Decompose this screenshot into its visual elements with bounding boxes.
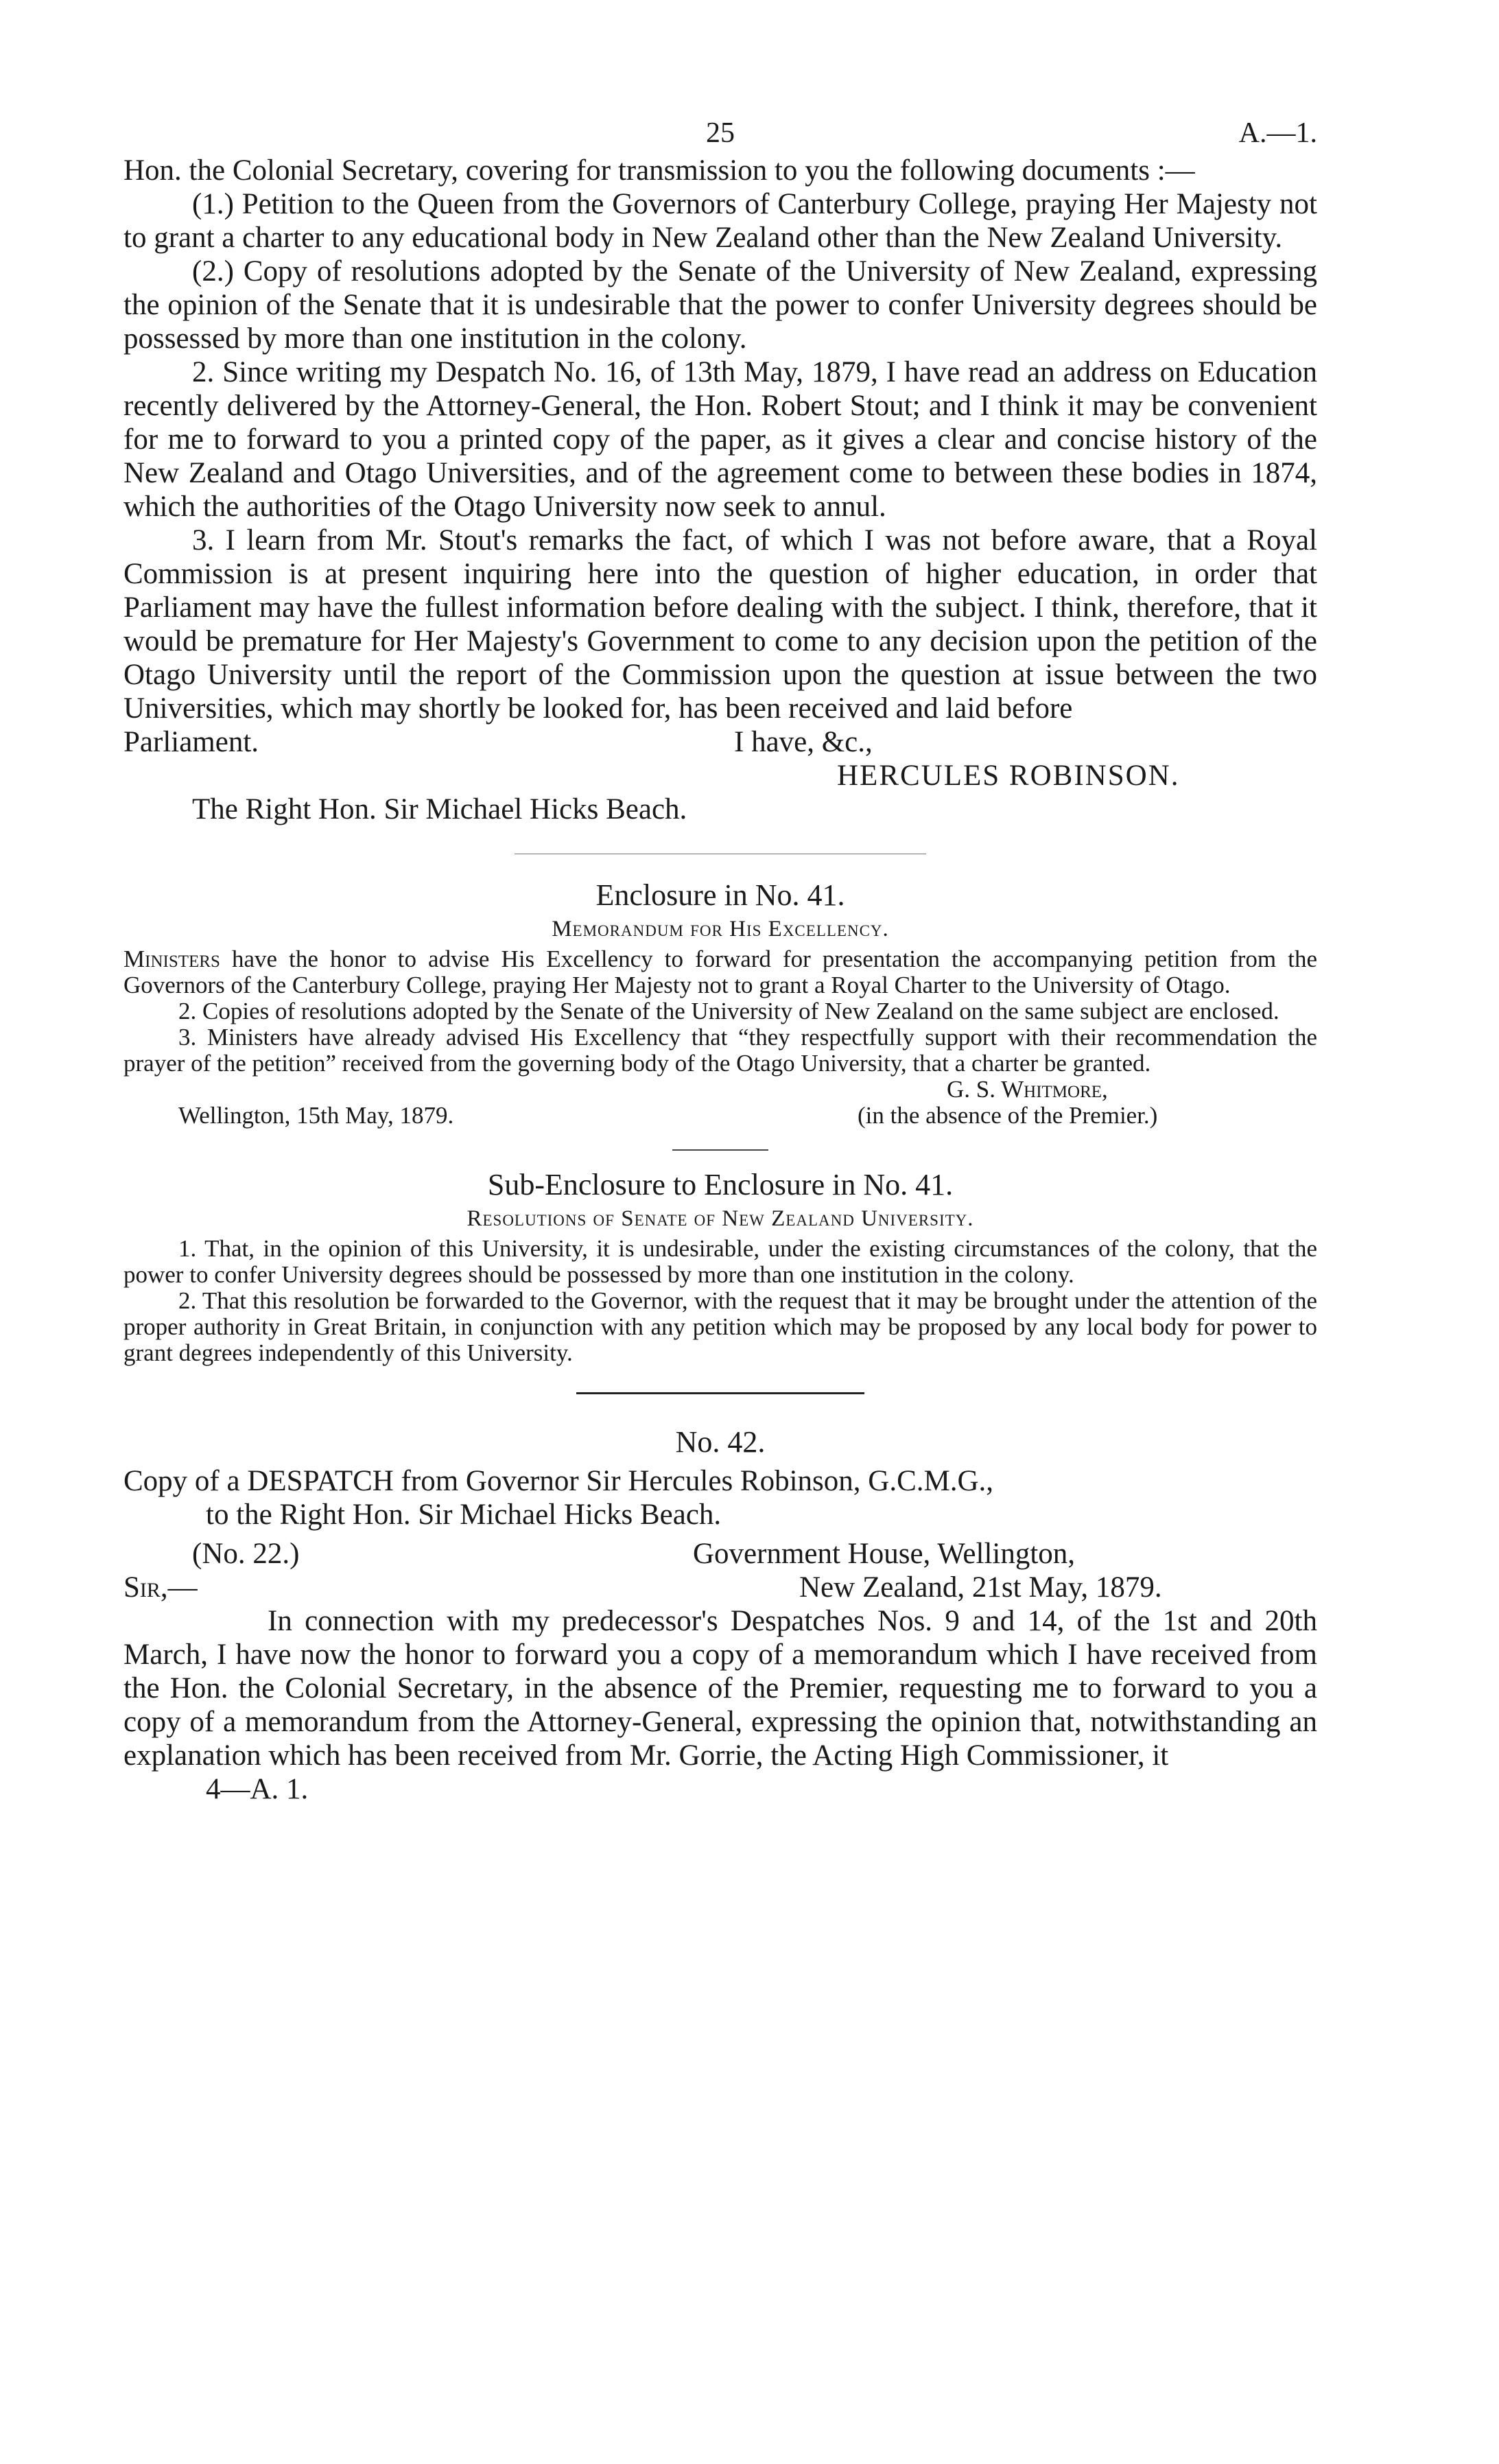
sub-enclosure-section bbox=[123, 1167, 1317, 1366]
page-header bbox=[123, 103, 1317, 151]
enclosure-title: Enclosure in No. 41. bbox=[595, 878, 845, 912]
enclosure-paragraph-text: have the honor to advise His Excellency to forward for presentation the accompanying petition from the Governors of the Canterbury College, praying Her Majesty not to grant a Royal Charter to the University of Otago. bbox=[123, 946, 1317, 998]
despatch-title-line: Copy of a DESPATCH from Governor Sir Hercules Robinson, G.C.M.G., bbox=[123, 1465, 994, 1497]
enclosure-paragraph bbox=[123, 946, 1317, 998]
signature-line bbox=[123, 759, 1317, 793]
document-reference: A.—1. bbox=[1238, 117, 1317, 149]
footer-line bbox=[123, 1772, 1317, 1806]
enclosure-lead: Ministers bbox=[123, 946, 220, 972]
addressee-line bbox=[123, 793, 1317, 826]
letter-paragraph: 3. I learn from Mr. Stout's remarks the fact, of which I was not before aware, that a Royal Commission is at present inquiring here into the question of higher education, in order that Parliament may have the fullest information before dealing with the subject. I think, therefore, that it would be premature for Her Majesty's Government to come to any decision upon the petition of the Otago University until the report of the Commission upon the question at issue between the two Universities, which may shortly be looked for, has been received and laid before bbox=[123, 524, 1317, 725]
despatch-ref-line bbox=[123, 1537, 1317, 1571]
document-page bbox=[123, 103, 1317, 1806]
sub-enclosure-body bbox=[123, 1236, 1317, 1366]
letter-paragraph: (1.) Petition to the Queen from the Governors of Canterbury College, praying Her Majesty not to grant a charter to any educational body in New Zealand other than the New Zealand University. bbox=[123, 188, 1317, 254]
despatch-salutation-line bbox=[123, 1571, 1317, 1604]
section-divider bbox=[576, 1392, 864, 1394]
page-number: 25 bbox=[706, 117, 735, 149]
despatch-number: No. 42. bbox=[675, 1425, 766, 1459]
enclosure-paragraph: 2. Copies of resolutions adopted by the Senate of the University of New Zealand on the same subject are enclosed. bbox=[178, 998, 1279, 1024]
signature-mark: 4—A. 1. bbox=[206, 1773, 309, 1805]
section-divider bbox=[672, 1149, 768, 1151]
addressee: The Right Hon. Sir Michael Hicks Beach. bbox=[192, 793, 687, 825]
resolution-paragraph: 1. That, in the opinion of this University, it is undesirable, under the existing circumstances of the colony, that the power to confer University degrees should be possessed by more than one institution in the colony. bbox=[123, 1235, 1317, 1288]
letter-paragraph: 2. Since writing my Despatch No. 16, of 13th May, 1879, I have read an address on Education recently delivered by the Attorney-General, the Hon. Robert Stout; and I think it may be convenient for me to forward to you a printed copy of the paper, as it gives a clear and concise history of the New Zealand and Otago Universities, and of the agreement come to between these bodies in 1874, which the authorities of the Otago University now seek to annul. bbox=[123, 356, 1317, 523]
enclosure-paragraph: 3. Ministers have already advised His Excellency that “they respectfully support with their recommendation the prayer of the petition” received from the governing body of the Otago University, that a charter be granted. bbox=[123, 1024, 1317, 1077]
despatch-paragraph: In connection with my predecessor's Despatches Nos. 9 and 14, of the 1st and 20th March, I have now the honor to forward you a copy of a memorandum which I have received from the Hon. the Colonial Secretary, in the absence of the Premier, requesting me to forward to you a copy of a memorandum from the Attorney-General, expressing the opinion that, notwithstanding an explanation which has been received from Mr. Gorrie, the Acting High Commissioner, it bbox=[123, 1605, 1317, 1772]
letter-paragraph: (2.) Copy of resolutions adopted by the Senate of the University of New Zealand, expressing the opinion of the Senate that it is undesirable that the power to confer University degrees should be possessed by more than one institution in the colony. bbox=[123, 255, 1317, 355]
despatch-body bbox=[123, 1537, 1317, 1806]
despatch-salutation: Sir,— bbox=[123, 1571, 198, 1604]
sub-enclosure-title: Sub-Enclosure to Enclosure in No. 41. bbox=[487, 1168, 954, 1201]
enclosure-subtitle: Memorandum for His Excellency. bbox=[552, 917, 889, 941]
resolution-paragraph: 2. That this resolution be forwarded to the Governor, with the request that it may be brought under the attention of the proper authority in Great Britain, in conjunction with any petition which may be proposed by any local body for power to grant degrees independently of this University. bbox=[123, 1287, 1317, 1366]
despatch-title bbox=[123, 1464, 1317, 1532]
closing-right: I have, &c., bbox=[734, 726, 873, 758]
despatch-title-line: to the Right Hon. Sir Michael Hicks Beach. bbox=[206, 1499, 722, 1531]
closing-line bbox=[123, 725, 1317, 759]
despatch-section bbox=[123, 1424, 1317, 1806]
letter-body bbox=[123, 154, 1317, 826]
enclosure-signer-note: (in the absence of the Premier.) bbox=[858, 1102, 1158, 1129]
enclosure-signer-line bbox=[123, 1077, 1317, 1103]
despatch-address-line: Government House, Wellington, bbox=[693, 1538, 1076, 1570]
enclosure-signer: G. S. Whitmore, bbox=[947, 1076, 1108, 1103]
enclosure-place-date: Wellington, 15th May, 1879. bbox=[178, 1102, 454, 1129]
enclosure-date-line bbox=[123, 1103, 1317, 1129]
enclosure-body bbox=[123, 946, 1317, 1129]
sub-enclosure-subtitle: Resolutions of Senate of New Zealand University. bbox=[467, 1206, 974, 1231]
signature: HERCULES ROBINSON. bbox=[837, 760, 1180, 792]
letter-paragraph: Hon. the Colonial Secretary, covering for transmission to you the following documents :— bbox=[123, 154, 1195, 187]
closing-left: Parliament. bbox=[123, 726, 259, 758]
despatch-address-line: New Zealand, 21st May, 1879. bbox=[799, 1571, 1162, 1604]
enclosure-section bbox=[123, 878, 1317, 1129]
despatch-ref-number: (No. 22.) bbox=[192, 1538, 300, 1570]
